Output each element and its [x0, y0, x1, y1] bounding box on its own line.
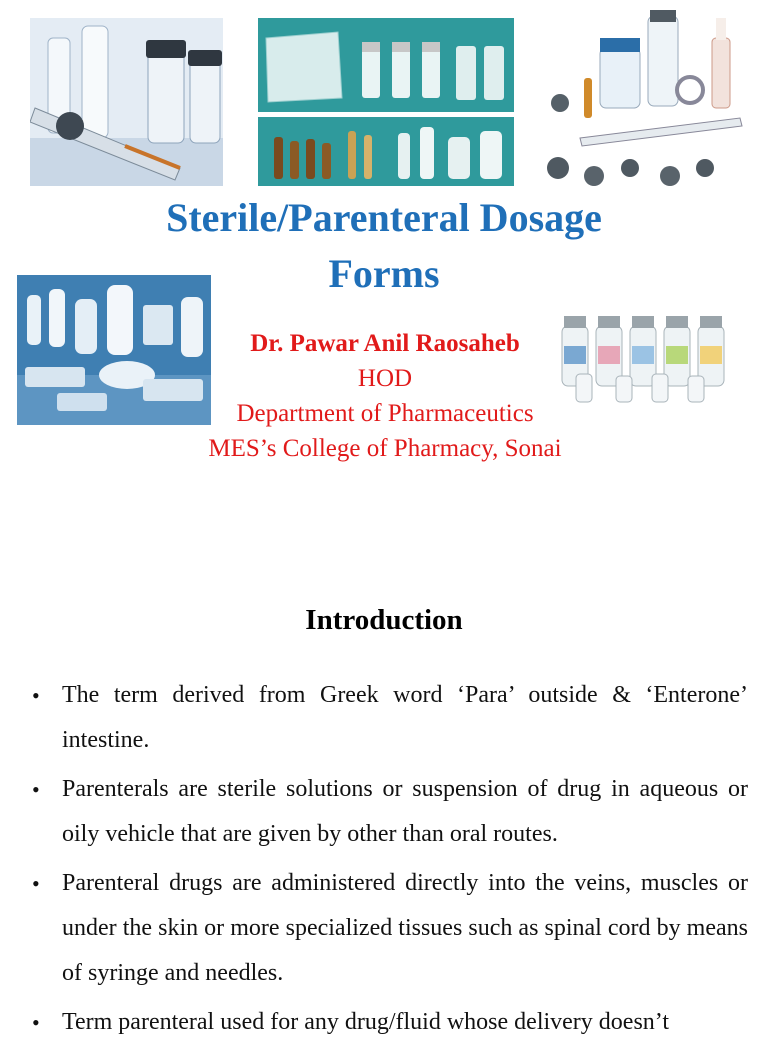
- introduction-heading: Introduction: [305, 604, 463, 636]
- vials-syringe-photo: [30, 18, 223, 186]
- author-block: [170, 326, 600, 466]
- author-college: MES’s College of Pharmacy, Sonai: [208, 435, 562, 462]
- author-role: HOD: [357, 365, 413, 392]
- bullet-item: • Parenteral drugs are administered directly into the veins, muscles or under the skin or more specialized tissues such as spinal cord by means of syringe and needles.: [30, 861, 748, 996]
- vials-stoppers-photo: [540, 8, 745, 192]
- bullet-item: • The term derived from Greek word ‘Para’ outside & ‘Enterone’ intestine.: [30, 673, 748, 763]
- introduction-bullet-list: [30, 673, 748, 1049]
- title-line-2: Forms: [328, 251, 440, 296]
- bullet-item: • Term parenteral used for any drug/fluid whose delivery doesn’t: [30, 1000, 748, 1045]
- title-line-1: Sterile/Parenteral Dosage: [166, 195, 602, 240]
- ampoules-photo: [258, 117, 514, 186]
- author-department: Department of Pharmaceutics: [236, 400, 534, 427]
- author-name: Dr. Pawar Anil Raosaheb: [250, 330, 520, 357]
- infusion-bag-photo: [258, 18, 514, 112]
- infusion-bottles-photo: [556, 312, 732, 405]
- bullet-item: • Parenterals are sterile solutions or suspension of drug in aqueous or oily vehicle that are given by other than oral routes.: [30, 767, 748, 857]
